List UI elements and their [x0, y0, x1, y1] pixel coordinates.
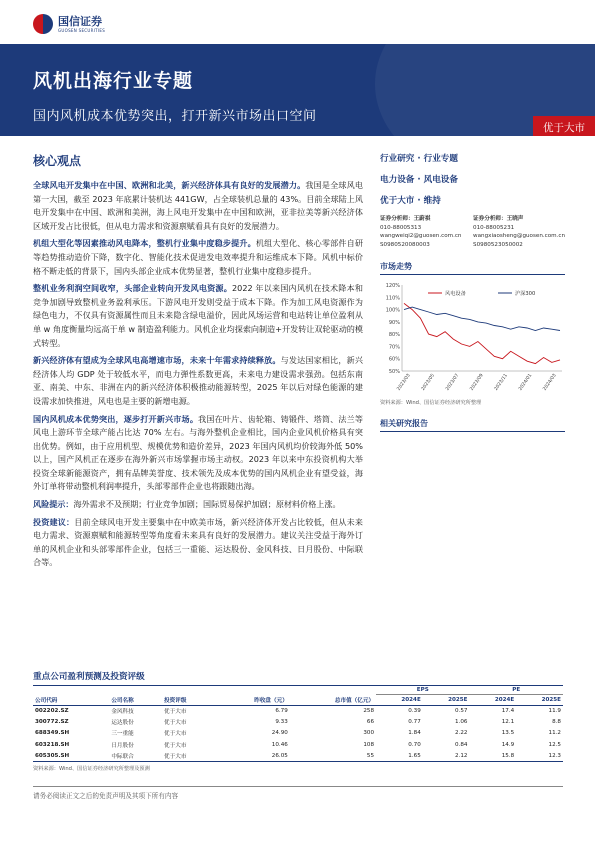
table-cell: 优于大市: [164, 720, 187, 727]
y-tick-label: 120%: [385, 283, 400, 289]
eps-group-header: EPS: [376, 686, 469, 695]
legend-label: 风电设备: [445, 291, 466, 297]
table-cell: 300772.SZ: [35, 719, 69, 726]
column-header: 昨收盘（元）: [215, 695, 290, 706]
paragraph: [33, 498, 363, 512]
table-cell: 0.70: [408, 741, 421, 748]
y-tick-label: 60%: [388, 356, 400, 363]
paragraph: [33, 179, 363, 233]
related-reports-heading: 相关研究报告: [380, 418, 565, 432]
series-line: [404, 303, 560, 363]
table-cell: 55: [290, 750, 376, 762]
paragraph-highlight: 新兴经济体有望成为全球风电高增速市场，未来十年需求持续释放。: [33, 355, 281, 366]
table-cell: 15.8: [469, 750, 516, 762]
table-cell: 9.33: [275, 719, 288, 726]
table-cell: 2.22: [455, 730, 468, 737]
paragraph: [33, 237, 363, 278]
column-header: 公司代码: [33, 695, 109, 706]
table-cell: 中际联合: [109, 750, 162, 762]
paragraph: [33, 282, 363, 350]
disclaimer: 请务必阅读正文之后的免责声明及其项下所有内容: [33, 792, 179, 800]
analyst-1-email[interactable]: wangweiqi2@guosen.com.cn: [380, 233, 462, 239]
paragraph-body: 我国在叶片、齿轮箱、铸锻件、塔筒、法兰等风电上游环节全球产能占比达 70% 左右。与海外整机企业相比，国内企业风机价格具有突出优势。例如，由于应用机型、规模优势和造价差异，2023 年国内风机均价较海外低 50%以上，国产风机正在逐步在海外新兴市场掌握市场主动权。2023 年以来中东投资机构大举投资全球新能源资产，拥有品牌美誉度、技术领先及成本优势的国内风机企业有望受益，海外订单将带动整机利润率提升，头部零部件企业也将跟随出海。: [33, 413, 363, 492]
paragraph-highlight: 投资建议：: [33, 516, 75, 527]
table-cell: 26.05: [215, 750, 290, 762]
table-cell: 日月股份: [111, 742, 134, 749]
table-row: [33, 728, 563, 739]
paragraph-body: 目前全球风电开发主要集中在中欧美市场，新兴经济体开发占比较低，但从未来电力需求、资源禀赋和能源转型等角度看未来具有良好的发展潜力。建议关注受益于海外订单的风机企业和头部零部件企业，包括三一重能、运达股份、金风科技、日月股份、中际联合等。: [33, 516, 363, 568]
logo-text-cn: 国信证券: [58, 14, 102, 28]
table-cell: 金风科技: [111, 709, 134, 716]
table-cell: 0.77: [408, 719, 421, 726]
forecast-table: [33, 686, 563, 762]
footer: [33, 786, 563, 806]
table-row: [33, 750, 563, 762]
logo-icon: [33, 14, 53, 34]
column-header: 公司名称: [109, 695, 162, 706]
table-cell: 11.2: [548, 730, 561, 737]
table-cell: 1.84: [408, 730, 421, 737]
table-row: [33, 705, 563, 717]
table-cell: 12.3: [516, 750, 563, 762]
rating-status: 优于大市 · 维持: [380, 196, 441, 206]
table-cell: 优于大市: [164, 731, 187, 738]
x-tick-label: 2023/05: [420, 373, 436, 392]
industry-category: 电力设备 · 风电设备: [380, 175, 458, 185]
table-cell: 258: [363, 708, 375, 715]
y-tick-label: 80%: [388, 332, 400, 339]
table-cell: 12.5: [548, 741, 561, 748]
chart-source: 资料来源：Wind、国信证券经济研究所整理: [380, 400, 482, 406]
report-subtitle: 国内风机成本优势突出，打开新兴市场出口空间: [33, 109, 317, 124]
legend-label: 沪深300: [515, 291, 536, 297]
forecast-table-section: [33, 670, 563, 772]
x-tick-label: 2024/01: [518, 373, 534, 392]
table-cell: 优于大市: [164, 709, 187, 716]
y-tick-label: 100%: [385, 307, 400, 314]
table-cell: 0.39: [408, 708, 421, 715]
table-cell: 8.8: [552, 719, 561, 726]
report-title: 风机出海行业专题: [33, 70, 194, 92]
table-cell: 0.57: [455, 708, 468, 715]
table-cell: 108: [363, 741, 375, 748]
column-header: 2024E: [376, 695, 423, 706]
paragraph-body: 海外需求不及预期；行业竞争加剧；国际贸易保护加剧；原材料价格上涨。: [73, 499, 341, 510]
x-tick-label: 2023/07: [445, 373, 461, 392]
paragraph-body: 机组大型化、核心零部件自研等趋势推动造价下降，数字化、智能化技术促进发电效率提升和运维成本下降。风机中标价格不断走低的背景下，国内头部企业成本优势显著，整机行业集中度稳步提升。: [33, 238, 363, 276]
x-tick-label: 2023/09: [469, 373, 485, 392]
table-cell: 6.79: [275, 708, 288, 715]
table-title: 重点公司盈利预测及投资评级: [33, 670, 563, 686]
table-cell: 1.06: [455, 719, 468, 726]
paragraph-highlight: 机组大型化等因素推动风电降本，整机行业集中度稳步提升。: [33, 238, 256, 249]
analyst-2: 证券分析师：王晓声 010-88005231 wangxiaosheng@guosen.com.cn S0980523050002: [473, 216, 565, 248]
top-bar: [0, 0, 595, 44]
table-cell: 1.65: [376, 750, 423, 762]
paragraph: [33, 516, 363, 570]
table-cell: 优于大市: [162, 750, 215, 762]
table-row: [33, 717, 563, 728]
analyst-2-email[interactable]: wangxiaosheng@guosen.com.cn: [473, 233, 565, 239]
y-tick-label: 50%: [388, 369, 400, 375]
paragraph: [33, 354, 363, 408]
table-cell: 300: [363, 730, 375, 737]
report-category: 行业研究 · 行业专题: [380, 154, 458, 164]
table-cell: 13.5: [501, 730, 515, 737]
table-cell: 603218.SH: [35, 741, 70, 748]
table-cell: 002202.SZ: [35, 708, 69, 715]
table-cell: 17.4: [501, 708, 515, 715]
section-title: 核心观点: [33, 154, 82, 168]
table-cell: 12.1: [501, 719, 515, 726]
table-cell: 优于大市: [164, 742, 187, 749]
table-cell: 66: [366, 719, 375, 726]
x-tick-label: 2024/03: [542, 373, 558, 392]
analyst-block: [380, 215, 565, 249]
rating-badge: 优于大市: [533, 116, 595, 136]
paragraph-highlight: 全球风电开发集中在中国、欧洲和北美，新兴经济体具有良好的发展潜力。: [33, 180, 306, 190]
column-header: 2025E: [423, 695, 470, 706]
table-cell: 24.90: [271, 730, 288, 737]
title-banner: [0, 44, 595, 136]
paragraph-body: 2022 年以来国内风机在技术降本和竞争加剧导致整机业务盈利承压。下游风电开发则受益于成本下降。作为加工风电资源作为绿色电力，不仅具有资源属性而且未来隐含绿电溢价，因此风场运营和电站转让单位盈利从单 w 角度衡量均远高于单 w 制造盈利能力。风机企业均探索向制造+开发转让双轮驱动的模式转型。: [33, 283, 363, 348]
paragraph-body: 我国是全球风电第一大国，截至 2023 年底累计装机达 441GW，占全球装机总量的 43%。目前全球陆上风电开发集中在中国、欧洲和美洲，海上风电开发集中在中国和欧洲，亚非拉美等新兴经济体区域开发占比很低，但从电力需求和资源禀赋看具有良好的发展潜力。: [33, 180, 363, 231]
table-source: 资料来源：Wind、国信证券经济研究所整理及预测: [33, 766, 150, 773]
chart-heading: 市场走势: [380, 261, 565, 275]
table-cell: 605305.SH: [33, 750, 109, 762]
table-cell: 运达股份: [111, 720, 134, 727]
core-views: [33, 152, 363, 574]
y-tick-label: 110%: [385, 295, 400, 302]
paragraph-highlight: 整机业务利润空间收窄，头部企业转向开发风电资源。: [33, 283, 233, 294]
table-cell: 0.84: [455, 741, 468, 748]
table-cell: 14.9: [501, 741, 515, 748]
y-tick-label: 70%: [388, 344, 400, 351]
table-row: [33, 739, 563, 750]
market-trend-chart: [380, 279, 565, 397]
sidebar: [380, 152, 565, 432]
logo: [33, 14, 105, 34]
table-cell: 11.9: [548, 708, 561, 715]
market-trend-svg: [380, 279, 565, 397]
paragraph-highlight: 国内风机成本优势突出，逐步打开新兴市场。: [33, 413, 199, 424]
logo-text-en: GUOSEN SECURITIES: [58, 27, 106, 33]
paragraph-body: 与发达国家相比，新兴经济体人均 GDP 处于较低水平，而电力弹性系数更高，未来电力建设需求强劲。包括东南亚、南美、中东、非洲在内的新兴经济体积极推动能源转型，2025 年以后对绿色能源的建设需求加快推进，风电也是主要的新增电源。: [33, 355, 363, 406]
table-cell: 10.46: [271, 741, 288, 748]
table-cell: 2.12: [423, 750, 470, 762]
pe-group-header: PE: [469, 686, 563, 695]
column-header: 总市值（亿元）: [290, 695, 376, 706]
analyst-1: 证券分析师：王蔚祺 010-88005313 wangweiqi2@guosen.com.cn S0980520080003: [380, 216, 462, 248]
table-cell: 三一重能: [111, 731, 134, 738]
paragraph-list: [33, 179, 363, 570]
paragraph-highlight: 风险提示：: [33, 499, 74, 510]
series-line: [404, 307, 560, 330]
column-header: 投资评级: [162, 695, 215, 706]
x-tick-label: 2023/03: [396, 373, 412, 392]
column-header: 2024E: [469, 695, 516, 706]
y-tick-label: 90%: [388, 319, 400, 326]
paragraph: [33, 413, 363, 495]
table-cell: 688349.SH: [35, 730, 70, 737]
x-tick-label: 2023/11: [493, 373, 509, 392]
column-header: 2025E: [516, 695, 563, 706]
